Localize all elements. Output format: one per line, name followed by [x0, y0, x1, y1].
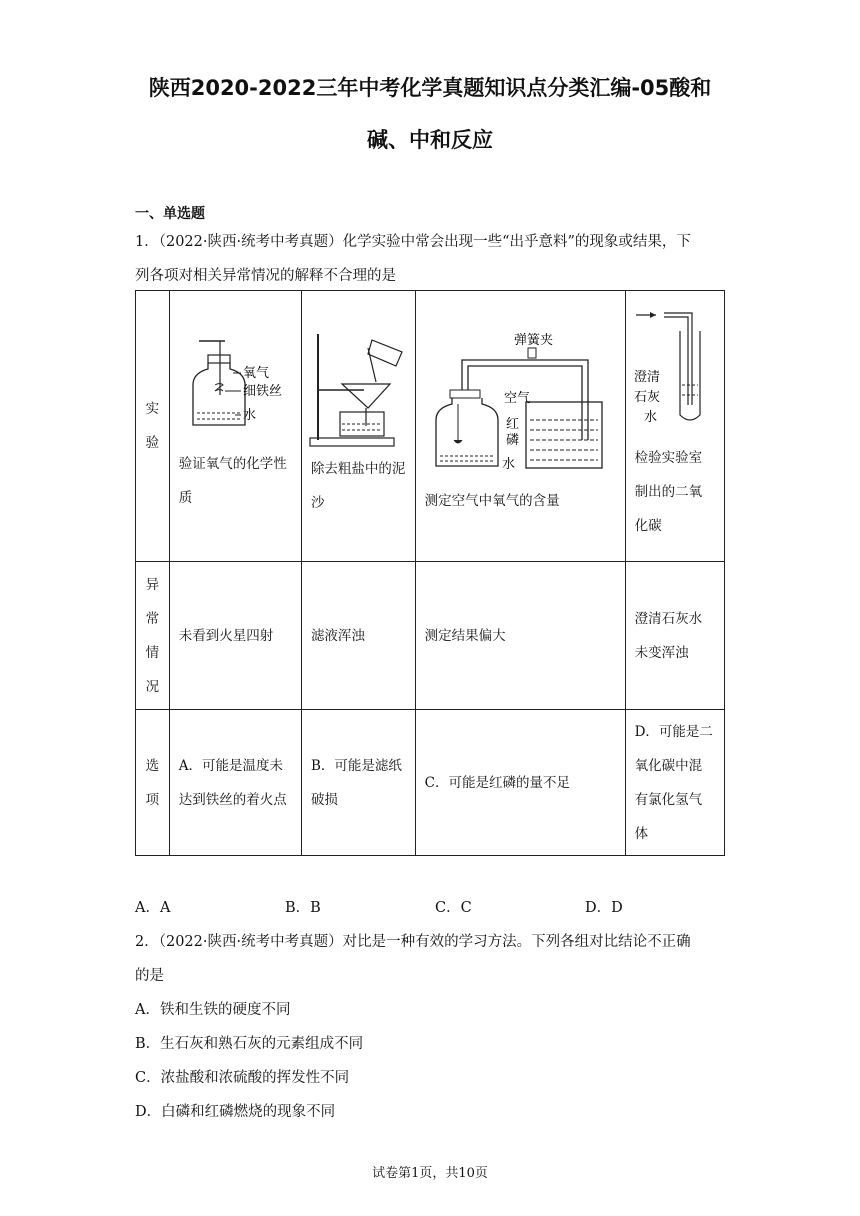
fig-label: 红: [506, 417, 520, 432]
fig-label: 细铁丝: [243, 384, 283, 399]
abnormal-d: 澄清石灰水未变浑浊: [634, 610, 703, 661]
fig-label: 水: [502, 457, 516, 472]
header-char: 况: [145, 678, 160, 695]
row-abnormal: [136, 562, 725, 710]
option-c: C．可能是红磷的量不足: [424, 774, 570, 791]
header-char: [136, 568, 169, 704]
caption-d: 检验实验室制出的二氧化碳: [634, 450, 703, 534]
q2-option-a[interactable]: A．铁和生铁的硬度不同: [135, 1002, 291, 1018]
answer-d[interactable]: D．D: [585, 900, 623, 916]
cell-exp-b: [301, 291, 415, 562]
header-char: 常: [145, 610, 160, 627]
option-d: D．可能是二氧化碳中混有氯化氢气体: [634, 723, 713, 842]
header-char: 项: [145, 791, 160, 808]
cell-exp-c: [415, 291, 625, 562]
fig-label: 氧气: [243, 366, 270, 381]
row-header-abnormal: [136, 562, 170, 710]
question-2-stem: [135, 925, 725, 993]
option-a: A．可能是温度未达到铁丝的着火点: [178, 757, 287, 808]
caption-c: 测定空气中氧气的含量: [424, 493, 560, 509]
section-heading: 一、单选题: [135, 206, 205, 222]
header-char: 选: [145, 757, 160, 774]
q2-option-d[interactable]: D．白磷和红磷燃烧的现象不同: [135, 1104, 336, 1120]
header-char: 验: [145, 435, 160, 451]
question-2-line-2: 的是: [135, 968, 164, 984]
header-char: 异: [145, 576, 160, 593]
limewater-figure: [630, 305, 720, 437]
experiment-table: [135, 290, 725, 856]
row-header-experiment: [136, 291, 170, 562]
question-1-line-2: 列各项对相关异常情况的解释不合理的是: [135, 268, 396, 284]
question-1-stem: [135, 225, 725, 293]
cell-exp-d: [625, 291, 724, 562]
fig-label: 水: [643, 410, 657, 425]
question-1-line-1: 1．（2022·陕西·统考中考真题）化学实验中常会出现一些“出乎意料”的现象或结果，下: [135, 234, 691, 250]
fig-label: 磷: [506, 433, 520, 448]
cell-exp-a: [169, 291, 301, 562]
header-char: [136, 392, 169, 460]
fig-label: 弹簧夹: [514, 333, 554, 348]
q2-option-c[interactable]: C．浓盐酸和浓硫酸的挥发性不同: [135, 1070, 350, 1086]
page-footer: 试卷第1页，共10页: [372, 1166, 488, 1181]
abnormal-b: 滤液浑浊: [310, 627, 365, 644]
filtration-figure: [306, 328, 410, 448]
air-oxygen-figure: [422, 330, 618, 480]
document-title: [90, 62, 770, 166]
oxygen-iron-wire-figure: [175, 333, 295, 443]
fig-label: 石灰: [633, 390, 660, 405]
header-char: 情: [145, 644, 160, 661]
answer-a[interactable]: A．A: [135, 900, 171, 916]
answer-b[interactable]: B．B: [285, 900, 321, 916]
caption-a: 验证氧气的化学性质: [178, 456, 287, 506]
abnormal-a: 未看到火星四射: [178, 627, 274, 644]
row-option: [136, 710, 725, 856]
q2-option-b[interactable]: B．生石灰和熟石灰的元素组成不同: [135, 1036, 364, 1052]
option-b: B．可能是滤纸破损: [310, 757, 402, 808]
row-experiment: [136, 291, 725, 562]
header-char: 实: [145, 401, 160, 417]
caption-b: 除去粗盐中的泥沙: [310, 461, 406, 511]
fig-label: 水: [243, 408, 257, 423]
abnormal-c: 测定结果偏大: [424, 627, 506, 644]
answer-c[interactable]: C．C: [435, 900, 472, 916]
fig-label: 澄清: [633, 370, 660, 385]
question-2-line-1: 2．（2022·陕西·统考中考真题）对比是一种有效的学习方法。下列各组对比结论不正确: [135, 934, 691, 950]
header-char: [136, 749, 169, 817]
row-header-option: [136, 710, 170, 856]
fig-label: 空气: [504, 391, 531, 406]
title-line-1: 陕西2020-2022三年中考化学真题知识点分类汇编-05酸和: [148, 76, 712, 100]
title-line-2: 碱、中和反应: [367, 128, 493, 152]
